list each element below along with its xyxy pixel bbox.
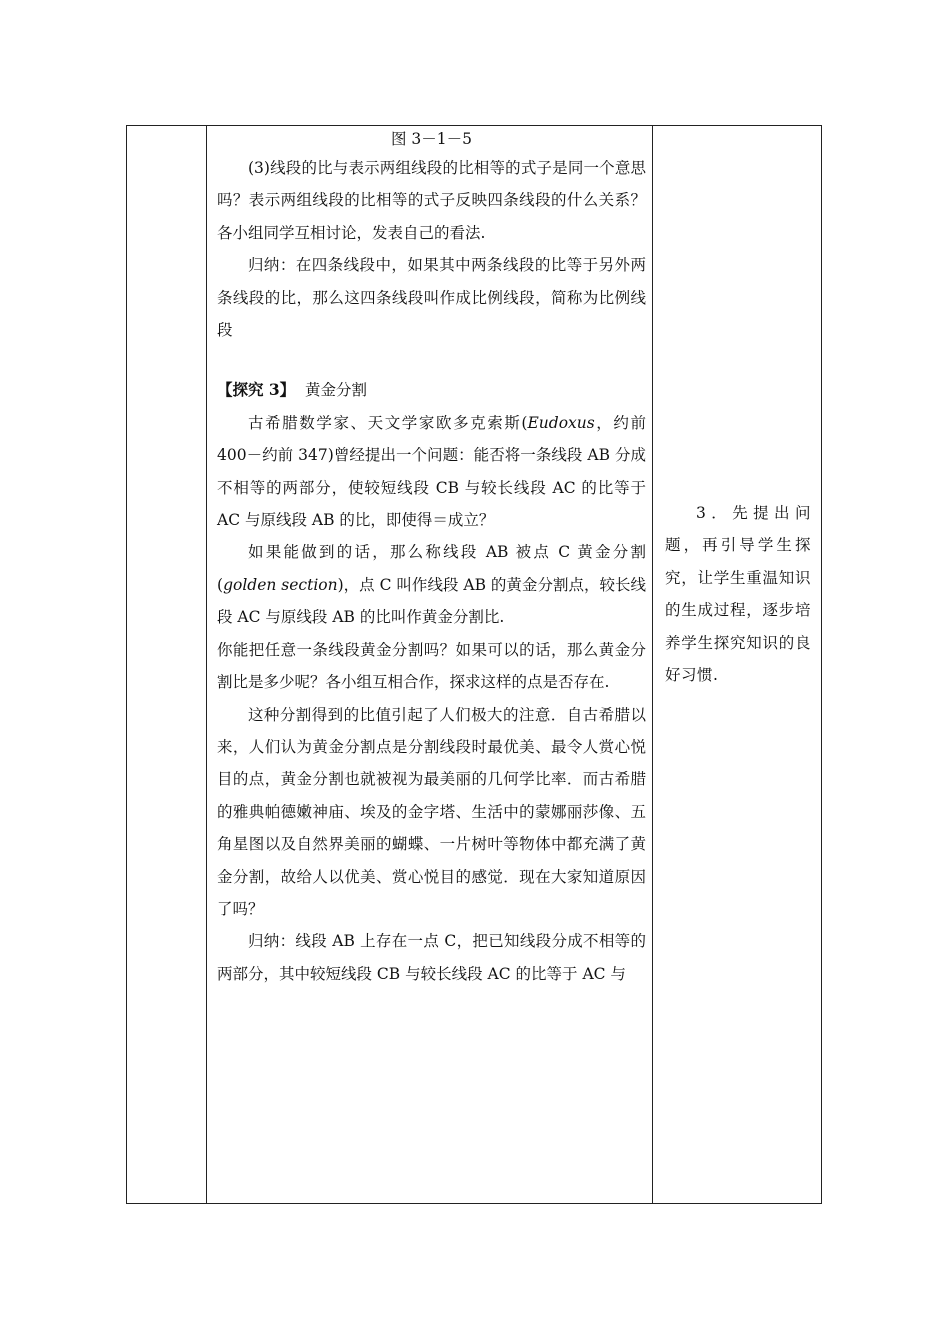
lesson-table [126, 125, 822, 1204]
history-name-italic: Eudoxus [527, 413, 595, 432]
explore-3-heading [217, 374, 646, 406]
explore-3-title: 黄金分割 [305, 381, 368, 400]
beauty-paragraph: 这种分割得到的比值引起了人们极大的注意．自古希腊以来，人们认为黄金分割点是分割线段时最优美、最令人赏心悦目的点，黄金分割也就被视为最美丽的几何学比率．而古希腊的雅典帕德嫩神庙、埃及的金字塔、生活中的蒙娜丽莎像、五角星图以及自然界美丽的蝴蝶、一片树叶等物体中都充满了黄金分割，故给人以优美、赏心悦目的感觉．现在大家知道原因了吗？ [217, 705, 646, 918]
summary-paragraph-2: 归纳：线段 AB 上存在一点 C，把已知线段分成不相等的两部分，其中较短线段 CB 与较长线段 AC 的比等于 AC 与 [217, 932, 646, 983]
history-paragraph [217, 407, 646, 537]
spacer [217, 346, 646, 374]
history-text-after: ，约前 400－约前 347)曾经提出一个问题：能否将一条线段 AB 分成不相等的两部分，使较短线段 CB 与较长线段 AC 的比等于 AC 与原线段 AB 的比，即使得＝成立？ [217, 413, 646, 530]
question-3-paragraph: (3)线段的比与表示两组线段的比相等的式子是同一个意思吗？表示两组线段的比相等的式子反映四条线段的什么关系？各小组同学互相讨论，发表自己的看法. [217, 159, 646, 242]
history-text-before: 古希腊数学家、天文学家欧多克索斯( [248, 413, 528, 432]
explore-3-tag: 【探究 3】 [217, 380, 296, 400]
content-column [207, 126, 653, 1203]
content-body [217, 126, 646, 990]
teaching-note-text: 3．先提出问题，再引导学生探究，让学生重温知识的生成过程，逐步培养学生探究知识的良好习惯. [665, 504, 811, 685]
left-column [127, 126, 207, 1203]
definition-text-after: )，点 C 叫作线段 AB 的黄金分割点，较长线段 AC 与原线段 AB 的比叫作黄金分割比. [217, 575, 647, 627]
teaching-note [665, 497, 811, 691]
definition-text-before: 如果能做到的话，那么称线段 AB 被点 C 黄金分割( [217, 543, 646, 594]
summary-paragraph-1: 归纳：在四条线段中，如果其中两条线段的比等于另外两条线段的比，那么这四条线段叫作成比例线段，简称为比例线段 [217, 256, 646, 340]
definition-term-italic: golden section [223, 575, 338, 594]
definition-paragraph [217, 536, 646, 633]
question-paragraph: 你能把任意一条线段黄金分割吗？如果可以的话，那么黄金分割比是多少呢？各小组互相合作，探求这样的点是否存在. [217, 640, 646, 692]
figure-caption: 图 3－1－5 [390, 130, 472, 148]
notes-column [653, 126, 821, 1203]
